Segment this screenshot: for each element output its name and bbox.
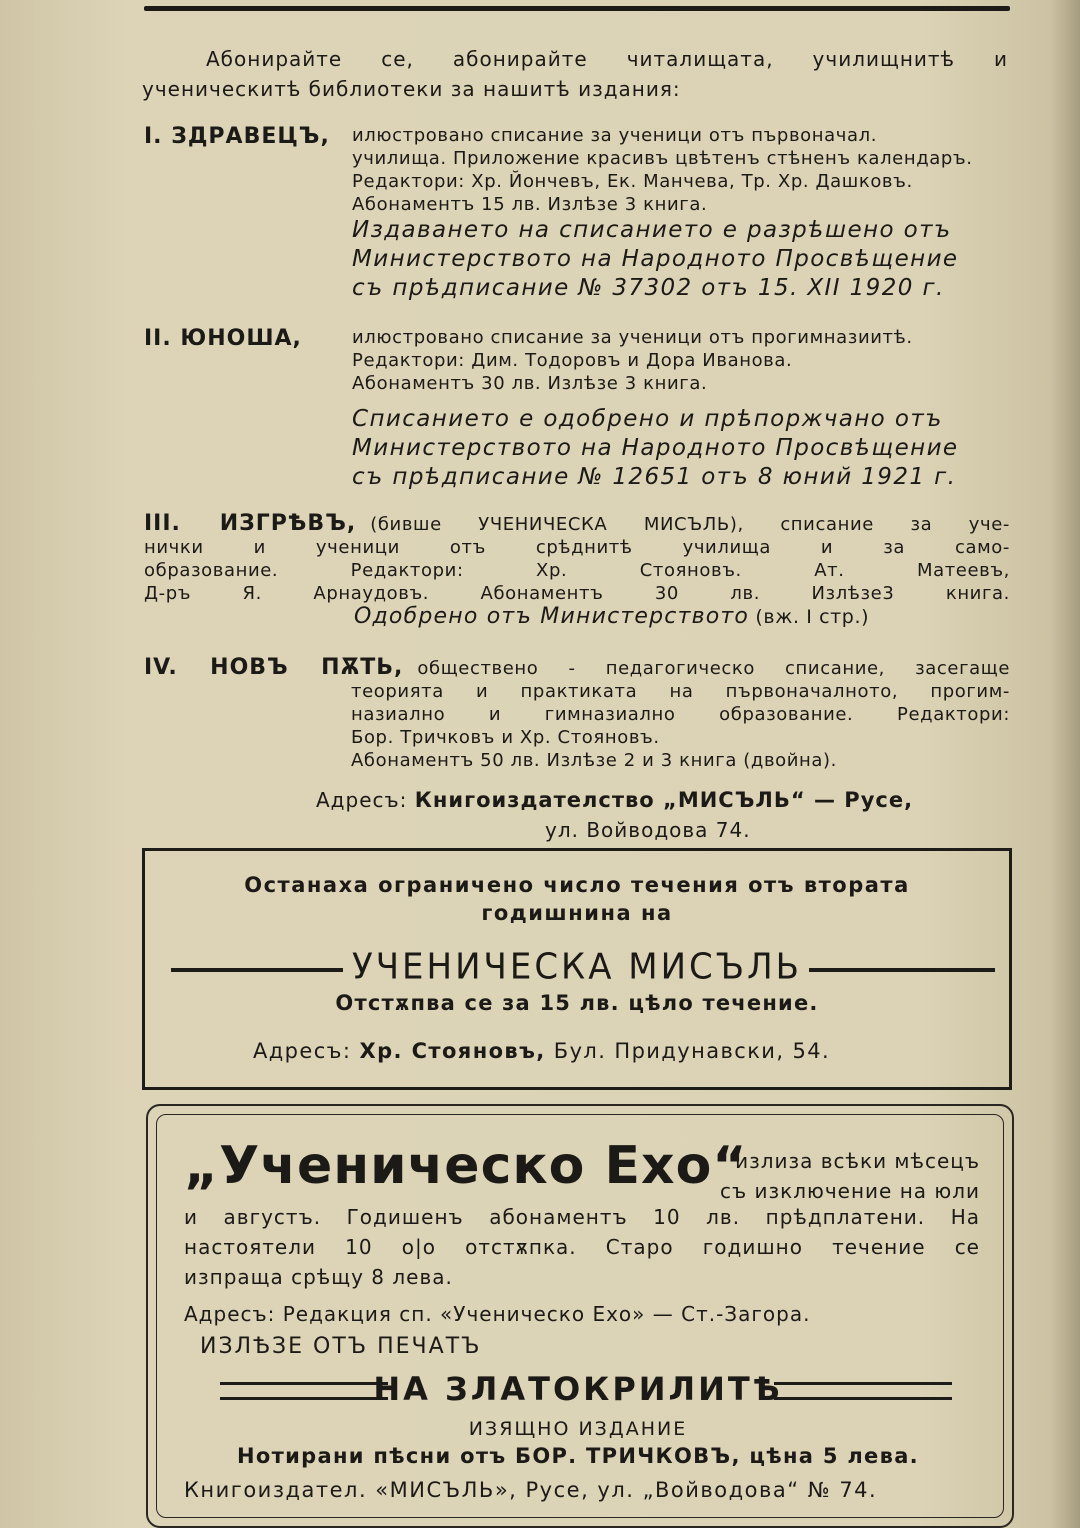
entry-body	[352, 124, 1014, 303]
entry-body	[144, 656, 1010, 772]
entry-line: училища. Приложение красивъ цвѣтенъ стѣненъ календаръ.	[352, 148, 973, 169]
ad-title: УЧЕНИЧЕСКА МИСЪЛЬ	[352, 946, 802, 988]
entry-title: I. ЗДРАВЕЦЪ,	[144, 124, 330, 149]
entry-line: образование. Редактори: Хр. Стояновъ. Ат. Матеевъ,	[144, 560, 1010, 581]
entry-line: нички и ученици отъ срѣднитѣ училища и за само-	[144, 537, 1010, 558]
ad-line: съ изключение на юли	[720, 1179, 980, 1203]
publisher-address	[316, 788, 913, 812]
address-street: Бул. Придунавски, 54.	[553, 1039, 831, 1063]
address-publisher: Книгоиздателство „МИСЪЛЬ“ — Русе,	[414, 788, 914, 812]
entry-approval-line: съ прѣдписание № 12651 отъ 8 юний 1921 г.	[352, 464, 957, 490]
entry-approval-line: Издаването на списанието е разрѣшено отъ	[352, 217, 952, 243]
ad-address: Адресъ: Редакция сп. «Ученическо Ехо» — Ст.-Загора.	[184, 1302, 811, 1326]
entry-approval-line: съ прѣдписание № 37302 отъ 15. XII 1920 г.	[352, 275, 945, 301]
ad-line: настоятели 10 о|о отстѫпка. Старо годишно течение се	[184, 1235, 980, 1259]
address-label: Адресъ:	[253, 1039, 352, 1063]
entry-note-tail: (вж. I стр.)	[755, 606, 870, 628]
ad-body	[184, 1202, 980, 1292]
ad-address	[253, 1039, 830, 1063]
entry-line: (бивше УЧЕНИЧЕСКА МИСЪЛЬ), списание за уче-	[370, 514, 1010, 535]
entry-approval-line: Списанието е одобрено и прѣпоржчано отъ	[352, 406, 943, 432]
entry-zdravets	[144, 124, 1014, 303]
entry-approval-line: Министерството на Народното Просвѣщение	[352, 435, 959, 461]
address-label: Адресъ:	[316, 788, 408, 812]
entry-title: II. ЮНОША,	[144, 326, 302, 351]
address-name: Хр. Стояновъ,	[359, 1039, 546, 1063]
ad-line: Отстѫпва се за 15 лв. цѣло течение.	[335, 991, 819, 1015]
page-spine-shadow	[1050, 0, 1080, 1528]
entry-note	[144, 605, 1010, 629]
ad-box-uchenichesko-eho	[146, 1104, 1014, 1528]
entry-line: Абонаментъ 30 лв. Излѣзе 3 книга.	[352, 373, 708, 394]
intro-paragraph: Абонирайте се, абонирайте читалищата, училищнитѣ и ученическитѣ библиотеки за нашитѣ издания:	[142, 47, 1008, 101]
ad-line: излиза всѣки мѣсецъ	[735, 1149, 980, 1173]
ad-line: Останаха ограничено число течения отъ втората	[244, 873, 910, 897]
book-notes: Нотирани пѣсни отъ БОР. ТРИЧКОВЪ, цѣна 5 лева.	[237, 1444, 919, 1468]
ad-line: годишнина на	[481, 901, 673, 925]
entry-line: Редактори: Хр. Йончевъ, Ек. Манчева, Тр. Хр. Дашковъ.	[352, 171, 913, 192]
publisher-line: Книгоиздател. «МИСЪЛЬ», Русе, ул. „Войводова“ № 74.	[184, 1478, 878, 1502]
ad-box-uchenicheska-misal	[142, 848, 1012, 1090]
entry-line: Бор. Тричковъ и Хр. Стояновъ.	[351, 727, 660, 748]
top-rule	[144, 6, 1010, 11]
entry-yunosha	[144, 326, 1014, 492]
entry-line: теорията и практиката на първоначалното, прогим-	[351, 681, 1010, 702]
entry-title: III. ИЗГРѢВЪ,	[144, 511, 357, 536]
entry-first-line	[144, 512, 1010, 536]
book-title: НА ЗЛАТОКРИЛИТѢ	[373, 1370, 783, 1408]
entry-line: Д-ръ Я. Арнаудовъ. Абонаментъ 30 лв. Излѣзе3 книга.	[144, 583, 1010, 604]
entry-line: назиално и гимназиално образование. Редактори:	[351, 704, 1010, 725]
entry-line: илюстровано списание за ученици отъ първоначал.	[352, 125, 878, 146]
entry-approval-line: Одобрено отъ Министерството	[354, 604, 750, 629]
entry-first-line	[144, 656, 1010, 680]
address-street: ул. Войводова 74.	[545, 818, 751, 842]
ad-title: „Ученическо Ехо“	[184, 1136, 748, 1196]
ad-line: изпраща срѣщу 8 лева.	[184, 1265, 453, 1289]
edition-label: ИЗЯЩНО ИЗДАНИЕ	[468, 1418, 688, 1440]
entry-nov-pat	[144, 656, 1010, 772]
entry-body	[352, 326, 1014, 492]
ad-line: и августъ. Годишенъ абонаментъ 10 лв. прѣдплатени. На	[184, 1205, 980, 1229]
entry-line: обществено - педагогическо списание, засегаще	[417, 658, 1010, 679]
entry-line: Абонаментъ 50 лв. Излѣзе 2 и 3 книга (двойна).	[351, 750, 838, 771]
ad-side-text	[674, 1146, 980, 1206]
entry-body	[144, 512, 1010, 629]
entry-line: Абонаментъ 15 лв. Излѣзе 3 книга.	[352, 194, 708, 215]
entry-approval-line: Министерството на Народното Просвѣщение	[352, 246, 959, 272]
entry-line: Редактори: Дим. Тодоровъ и Дора Иванова.	[352, 350, 793, 371]
entry-line: илюстровано списание за ученици отъ прогимназиитѣ.	[352, 327, 913, 348]
entry-izgrev	[144, 512, 1010, 629]
entry-title: IV. НОВЪ ПѪТЬ,	[144, 655, 404, 680]
published-label: ИЗЛѢЗЕ ОТЪ ПЕЧАТЪ	[200, 1334, 482, 1359]
